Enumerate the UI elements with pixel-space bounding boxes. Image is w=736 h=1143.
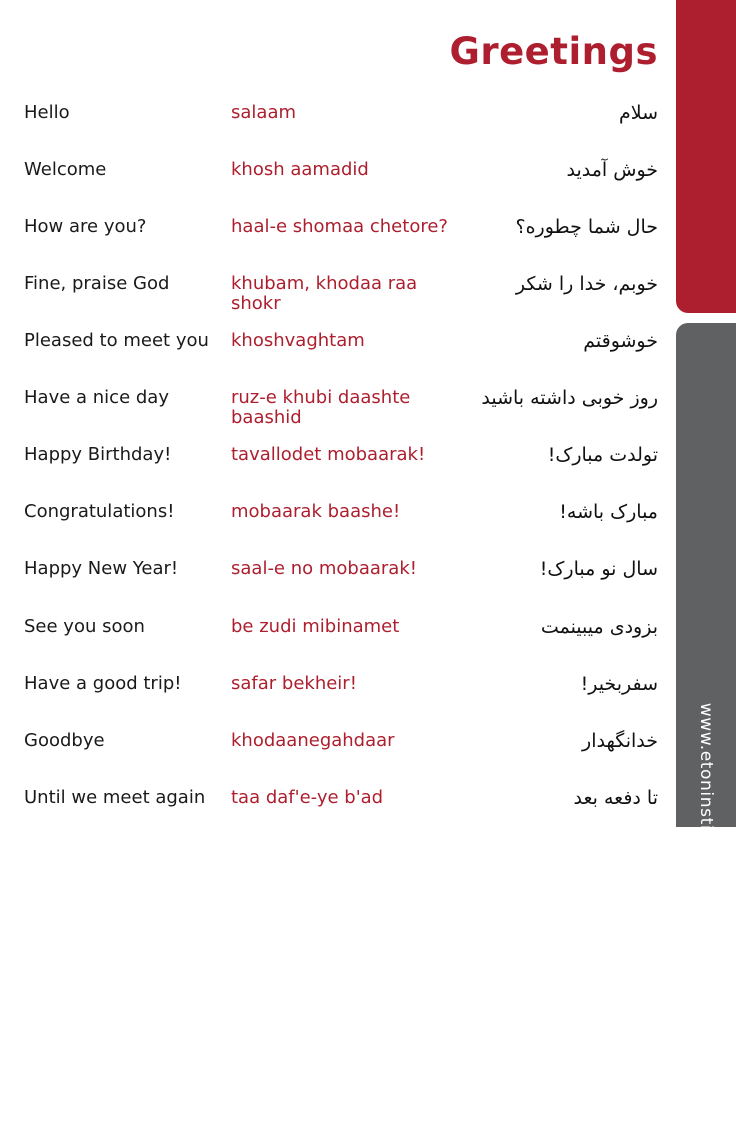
phrase-row-hello bbox=[0, 103, 676, 153]
phrase-row-fine bbox=[0, 274, 676, 324]
transliteration: salaam bbox=[231, 102, 297, 123]
english-phrase: Congratulations! bbox=[24, 501, 175, 522]
transliteration: khubam, khodaa raa shokr bbox=[231, 273, 418, 314]
page-number: 9 bbox=[687, 1123, 699, 1143]
transliteration: haal-e shomaa chetore? bbox=[231, 216, 448, 237]
persian-phrase: سال نو مبارک! bbox=[539, 558, 658, 580]
persian-phrase: مبارک باشه! bbox=[559, 501, 658, 523]
english-phrase: Happy New Year! bbox=[24, 558, 179, 579]
red-tab-block bbox=[676, 0, 736, 313]
transliteration: khosh aamadid bbox=[231, 159, 369, 180]
phrase-row-welcome bbox=[0, 160, 676, 210]
persian-phrase: خوبم، خدا را شکر bbox=[515, 273, 658, 295]
phrase-row-meet-again bbox=[0, 788, 676, 838]
transliteration: tavallodet mobaarak! bbox=[231, 444, 426, 465]
transliteration: taa daf'e-ye b'ad bbox=[231, 787, 384, 808]
english-phrase: Have a good trip! bbox=[24, 673, 182, 694]
transliteration: safar bekheir! bbox=[231, 673, 357, 694]
english-phrase: Have a nice day bbox=[24, 387, 169, 408]
english-phrase: Fine, praise God bbox=[24, 273, 170, 294]
english-phrase: Happy Birthday! bbox=[24, 444, 172, 465]
persian-phrase: بزودی میبینمت bbox=[540, 616, 658, 638]
english-phrase: Pleased to meet you bbox=[24, 330, 209, 351]
phrase-row-new-year bbox=[0, 559, 676, 609]
english-phrase: See you soon bbox=[24, 616, 145, 637]
transliteration: khodaanegahdaar bbox=[231, 730, 395, 751]
transliteration: be zudi mibinamet bbox=[231, 616, 400, 637]
phrase-row-pleased bbox=[0, 331, 676, 381]
page-title: Greetings bbox=[449, 30, 658, 73]
english-phrase: Hello bbox=[24, 102, 70, 123]
phrase-row-birthday bbox=[0, 445, 676, 495]
transliteration: mobaarak baashe! bbox=[231, 501, 401, 522]
english-phrase: Welcome bbox=[24, 159, 107, 180]
website-url: www.etoninstitute.com bbox=[696, 702, 716, 912]
transliteration: ruz-e khubi daashte baashid bbox=[231, 387, 411, 428]
phrase-row-see-you-soon bbox=[0, 617, 676, 667]
phrase-row-good-trip bbox=[0, 674, 676, 724]
persian-phrase: سفربخیر! bbox=[580, 673, 658, 695]
persian-phrase: سلام bbox=[618, 102, 658, 124]
english-phrase: Goodbye bbox=[24, 730, 105, 751]
persian-phrase: تا دفعه بعد bbox=[573, 787, 658, 809]
english-phrase: Until we meet again bbox=[24, 787, 206, 808]
phrase-row-how-are-you bbox=[0, 217, 676, 267]
phrase-row-nice-day bbox=[0, 388, 676, 438]
persian-phrase: خوشوقتم bbox=[583, 330, 658, 352]
transliteration: saal-e no mobaarak! bbox=[231, 558, 417, 579]
transliteration: khoshvaghtam bbox=[231, 330, 365, 351]
persian-phrase: تولدت مبارک! bbox=[547, 444, 658, 466]
grey-tab-block bbox=[676, 323, 736, 1143]
english-phrase: How are you? bbox=[24, 216, 147, 237]
phrase-row-goodbye bbox=[0, 731, 676, 781]
phrase-row-congratulations bbox=[0, 502, 676, 552]
persian-phrase: خوش آمدید bbox=[566, 159, 658, 181]
persian-phrase: حال شما چطوره؟ bbox=[515, 216, 658, 238]
side-tab bbox=[676, 0, 736, 1143]
persian-phrase: روز خوبی داشته باشید bbox=[481, 387, 658, 409]
persian-phrase: خدانگهدار bbox=[582, 730, 658, 752]
